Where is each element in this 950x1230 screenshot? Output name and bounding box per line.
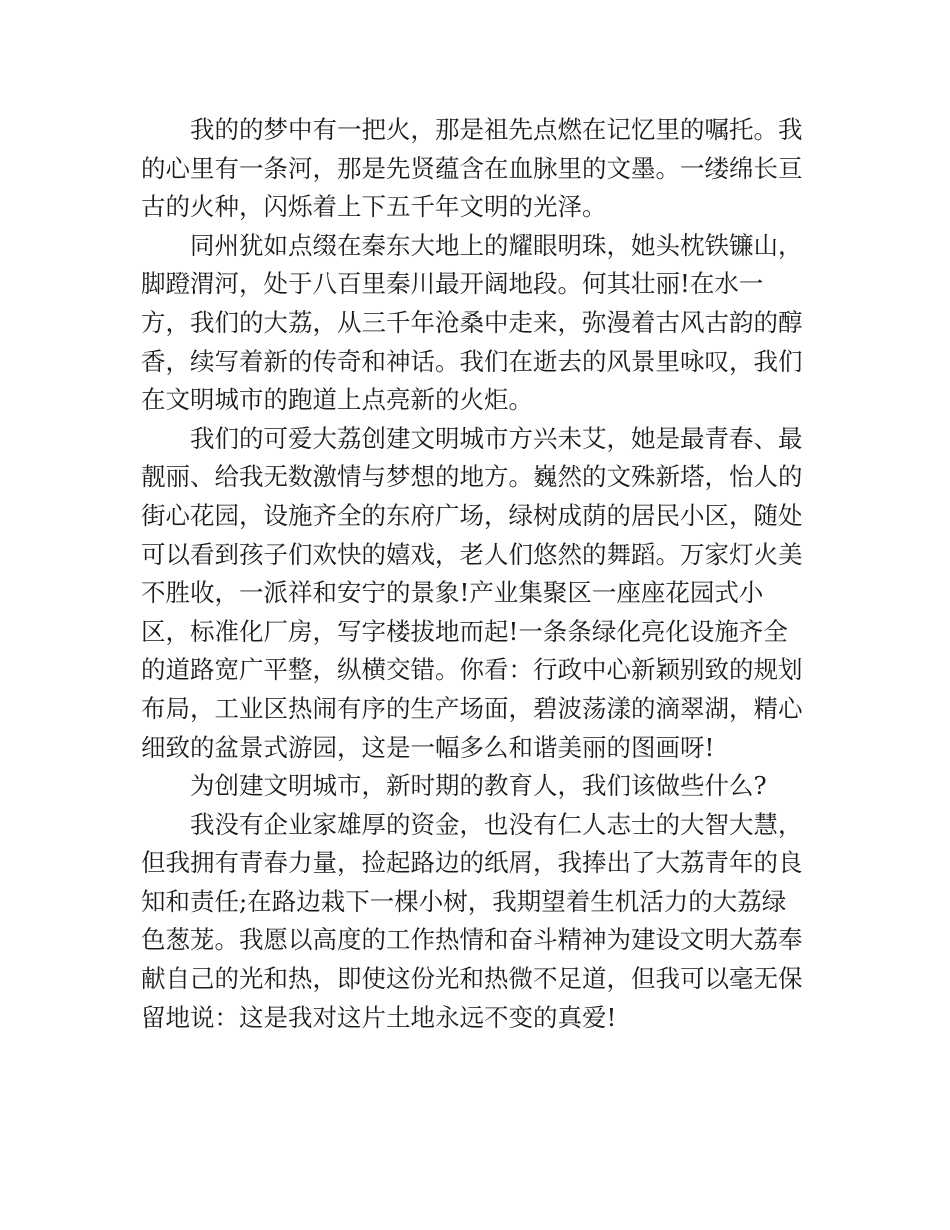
text-line: 在文明城市的跑道上点亮新的火炬。 (141, 385, 533, 415)
text-line: 不胜收，一派祥和安宁的景象!产业集聚区一座座花园式小 (141, 578, 764, 608)
text-line: 脚蹬渭河，处于八百里秦川最开阔地段。何其壮丽!在水一 (141, 269, 764, 299)
text-line: 但我拥有青春力量，捡起路边的纸屑，我捧出了大荔青年的良 (141, 848, 803, 878)
text-line: 可以看到孩子们欢快的嬉戏，老人们悠然的舞蹈。万家灯火美 (141, 539, 803, 569)
text-line: 留地说：这是我对这片土地永远不变的真爱! (141, 1002, 617, 1032)
text-line: 的心里有一条河，那是先贤蕴含在血脉里的文墨。一缕绵长亘 (141, 153, 803, 183)
text-line: 靓丽、给我无数激情与梦想的地方。巍然的文殊新塔，怡人的 (141, 462, 803, 492)
text-line: 同州犹如点缀在秦东大地上的耀眼明珠，她头枕铁镰山， (190, 230, 803, 260)
text-line: 香，续写着新的传奇和神话。我们在逝去的风景里咏叹，我们 (141, 346, 803, 376)
text-line: 为创建文明城市，新时期的教育人，我们该做些什么? (190, 771, 767, 801)
text-line: 色葱茏。我愿以高度的工作热情和奋斗精神为建设文明大荔奉 (141, 925, 803, 955)
text-line: 古的火种，闪烁着上下五千年文明的光泽。 (141, 192, 607, 222)
document-body (141, 111, 821, 1037)
text-line: 我们的可爱大荔创建文明城市方兴未艾，她是最青春、最 (190, 423, 803, 453)
text-line: 方，我们的大荔，从三千年沧桑中走来，弥漫着古风古韵的醇 (141, 307, 803, 337)
text-line: 知和责任;在路边栽下一棵小树，我期望着生机活力的大荔绿 (141, 886, 787, 916)
text-line: 区，标准化厂房，写字楼拔地而起!一条条绿化亮化设施齐全 (141, 616, 788, 646)
text-line: 我的的梦中有一把火，那是祖先点燃在记忆里的嘱托。我 (190, 115, 803, 144)
text-line: 细致的盆景式游园，这是一幅多么和谐美丽的图画呀! (141, 732, 715, 762)
text-line: 我没有企业家雄厚的资金，也没有仁人志士的大智大慧， (190, 809, 803, 839)
text-line: 的道路宽广平整，纵横交错。你看：行政中心新颖别致的规划 (141, 655, 803, 685)
text-line: 献自己的光和热，即使这份光和热微不足道，但我可以毫无保 (141, 964, 803, 994)
text-line: 街心花园，设施齐全的东府广场，绿树成荫的居民小区，随处 (141, 500, 803, 530)
text-line: 布局，工业区热闹有序的生产场面，碧波荡漾的滴翠湖，精心 (141, 693, 803, 723)
